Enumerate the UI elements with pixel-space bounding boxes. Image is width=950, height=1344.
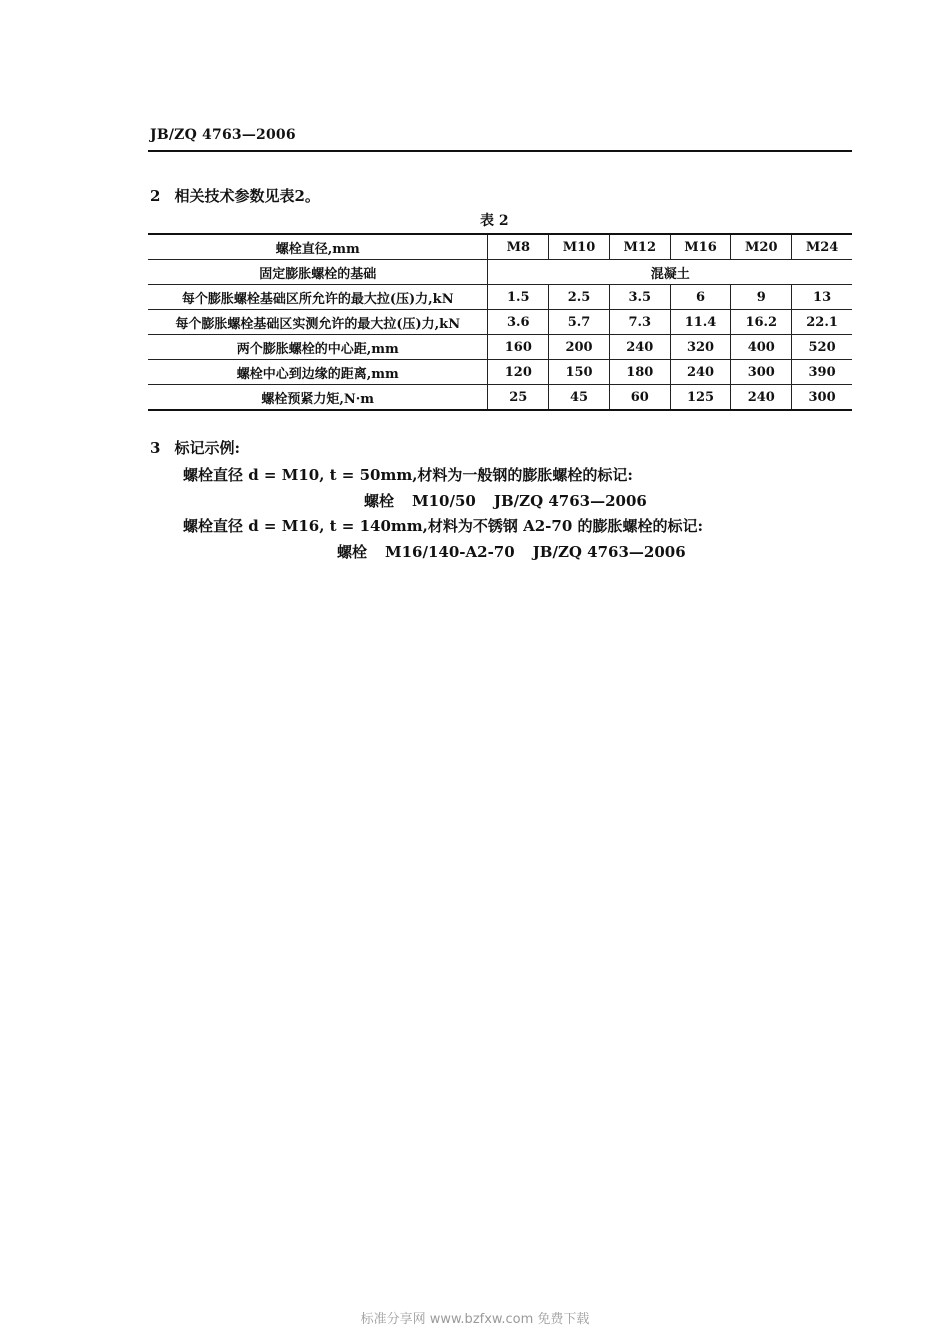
table-cell: 180 [609, 360, 670, 385]
table-cell: M8 [488, 234, 549, 260]
row-label: 螺栓预紧力矩,N·m [148, 385, 488, 411]
table-cell: M16 [670, 234, 731, 260]
table-cell: 120 [488, 360, 549, 385]
table-cell: M10 [549, 234, 610, 260]
table-row [148, 335, 852, 360]
example-2-marking-standard: JB/ZQ 4763—2006 [532, 543, 686, 561]
row-label: 螺栓直径,mm [148, 234, 488, 260]
example-2-marking-name: 螺栓 [337, 543, 368, 561]
table-cell: 13 [792, 285, 852, 310]
table-row [148, 360, 852, 385]
table-cell: 390 [792, 360, 852, 385]
section-3-title: 标记示例: [174, 439, 240, 457]
table-cell: 45 [549, 385, 610, 411]
row-label: 螺栓中心到边缘的距离,mm [148, 360, 488, 385]
table-cell: 240 [731, 385, 792, 411]
example-2-marking-spec: M16/140-A2-70 [385, 543, 515, 561]
table-cell: 520 [792, 335, 852, 360]
table-cell: 6 [670, 285, 731, 310]
row-label: 两个膨胀螺栓的中心距,mm [148, 335, 488, 360]
parameter-table [148, 233, 852, 411]
table-row [148, 310, 852, 335]
table-cell: 1.5 [488, 285, 549, 310]
standard-code: JB/ZQ 4763—2006 [150, 127, 296, 143]
table-row [148, 385, 852, 411]
table-cell: 400 [731, 335, 792, 360]
section-2 [150, 185, 320, 206]
table-row [148, 285, 852, 310]
example-1-marking-spec: M10/50 [412, 492, 476, 510]
footer-watermark: 标准分享网 www.bzfxw.com 免费下载 [360, 1312, 590, 1327]
table-caption: 表 2 [480, 213, 509, 229]
table-cell: 9 [731, 285, 792, 310]
row-label: 每个膨胀螺栓基础区实测允许的最大拉(压)力,kN [148, 310, 488, 335]
table-cell: 200 [549, 335, 610, 360]
example-1-description: 螺栓直径 d = M10, t = 50mm,材料为一般钢的膨胀螺栓的标记: [183, 466, 633, 484]
table-cell: M12 [609, 234, 670, 260]
table-cell: 16.2 [731, 310, 792, 335]
table-cell: 5.7 [549, 310, 610, 335]
section-2-number: 2 [150, 187, 161, 205]
section-3 [150, 437, 240, 458]
table-cell: 320 [670, 335, 731, 360]
merged-cell: 混凝土 [488, 260, 852, 285]
table-cell: 125 [670, 385, 731, 411]
table-cell: 160 [488, 335, 549, 360]
table-cell: 60 [609, 385, 670, 411]
table-cell: 7.3 [609, 310, 670, 335]
example-2-marking [337, 541, 686, 562]
table-row [148, 234, 852, 260]
table-cell: 22.1 [792, 310, 852, 335]
table-cell: 150 [549, 360, 610, 385]
example-1-marking [364, 490, 647, 511]
table-cell: 300 [731, 360, 792, 385]
table-cell: 3.5 [609, 285, 670, 310]
row-label: 固定膨胀螺栓的基础 [148, 260, 488, 285]
example-1-marking-name: 螺栓 [364, 492, 395, 510]
table-cell: 240 [670, 360, 731, 385]
table-cell: M24 [792, 234, 852, 260]
table-cell: 3.6 [488, 310, 549, 335]
table-cell: 2.5 [549, 285, 610, 310]
table-cell: 300 [792, 385, 852, 411]
section-2-text: 相关技术参数见表2。 [174, 187, 320, 205]
table-row [148, 260, 852, 285]
example-2-description: 螺栓直径 d = M16, t = 140mm,材料为不锈钢 A2-70 的膨胀螺栓的标记: [183, 517, 704, 535]
section-3-number: 3 [150, 439, 161, 457]
row-label: 每个膨胀螺栓基础区所允许的最大拉(压)力,kN [148, 285, 488, 310]
table-cell: M20 [731, 234, 792, 260]
table-cell: 240 [609, 335, 670, 360]
example-1-marking-standard: JB/ZQ 4763—2006 [493, 492, 647, 510]
table-cell: 25 [488, 385, 549, 411]
header-rule [148, 150, 852, 152]
table-cell: 11.4 [670, 310, 731, 335]
